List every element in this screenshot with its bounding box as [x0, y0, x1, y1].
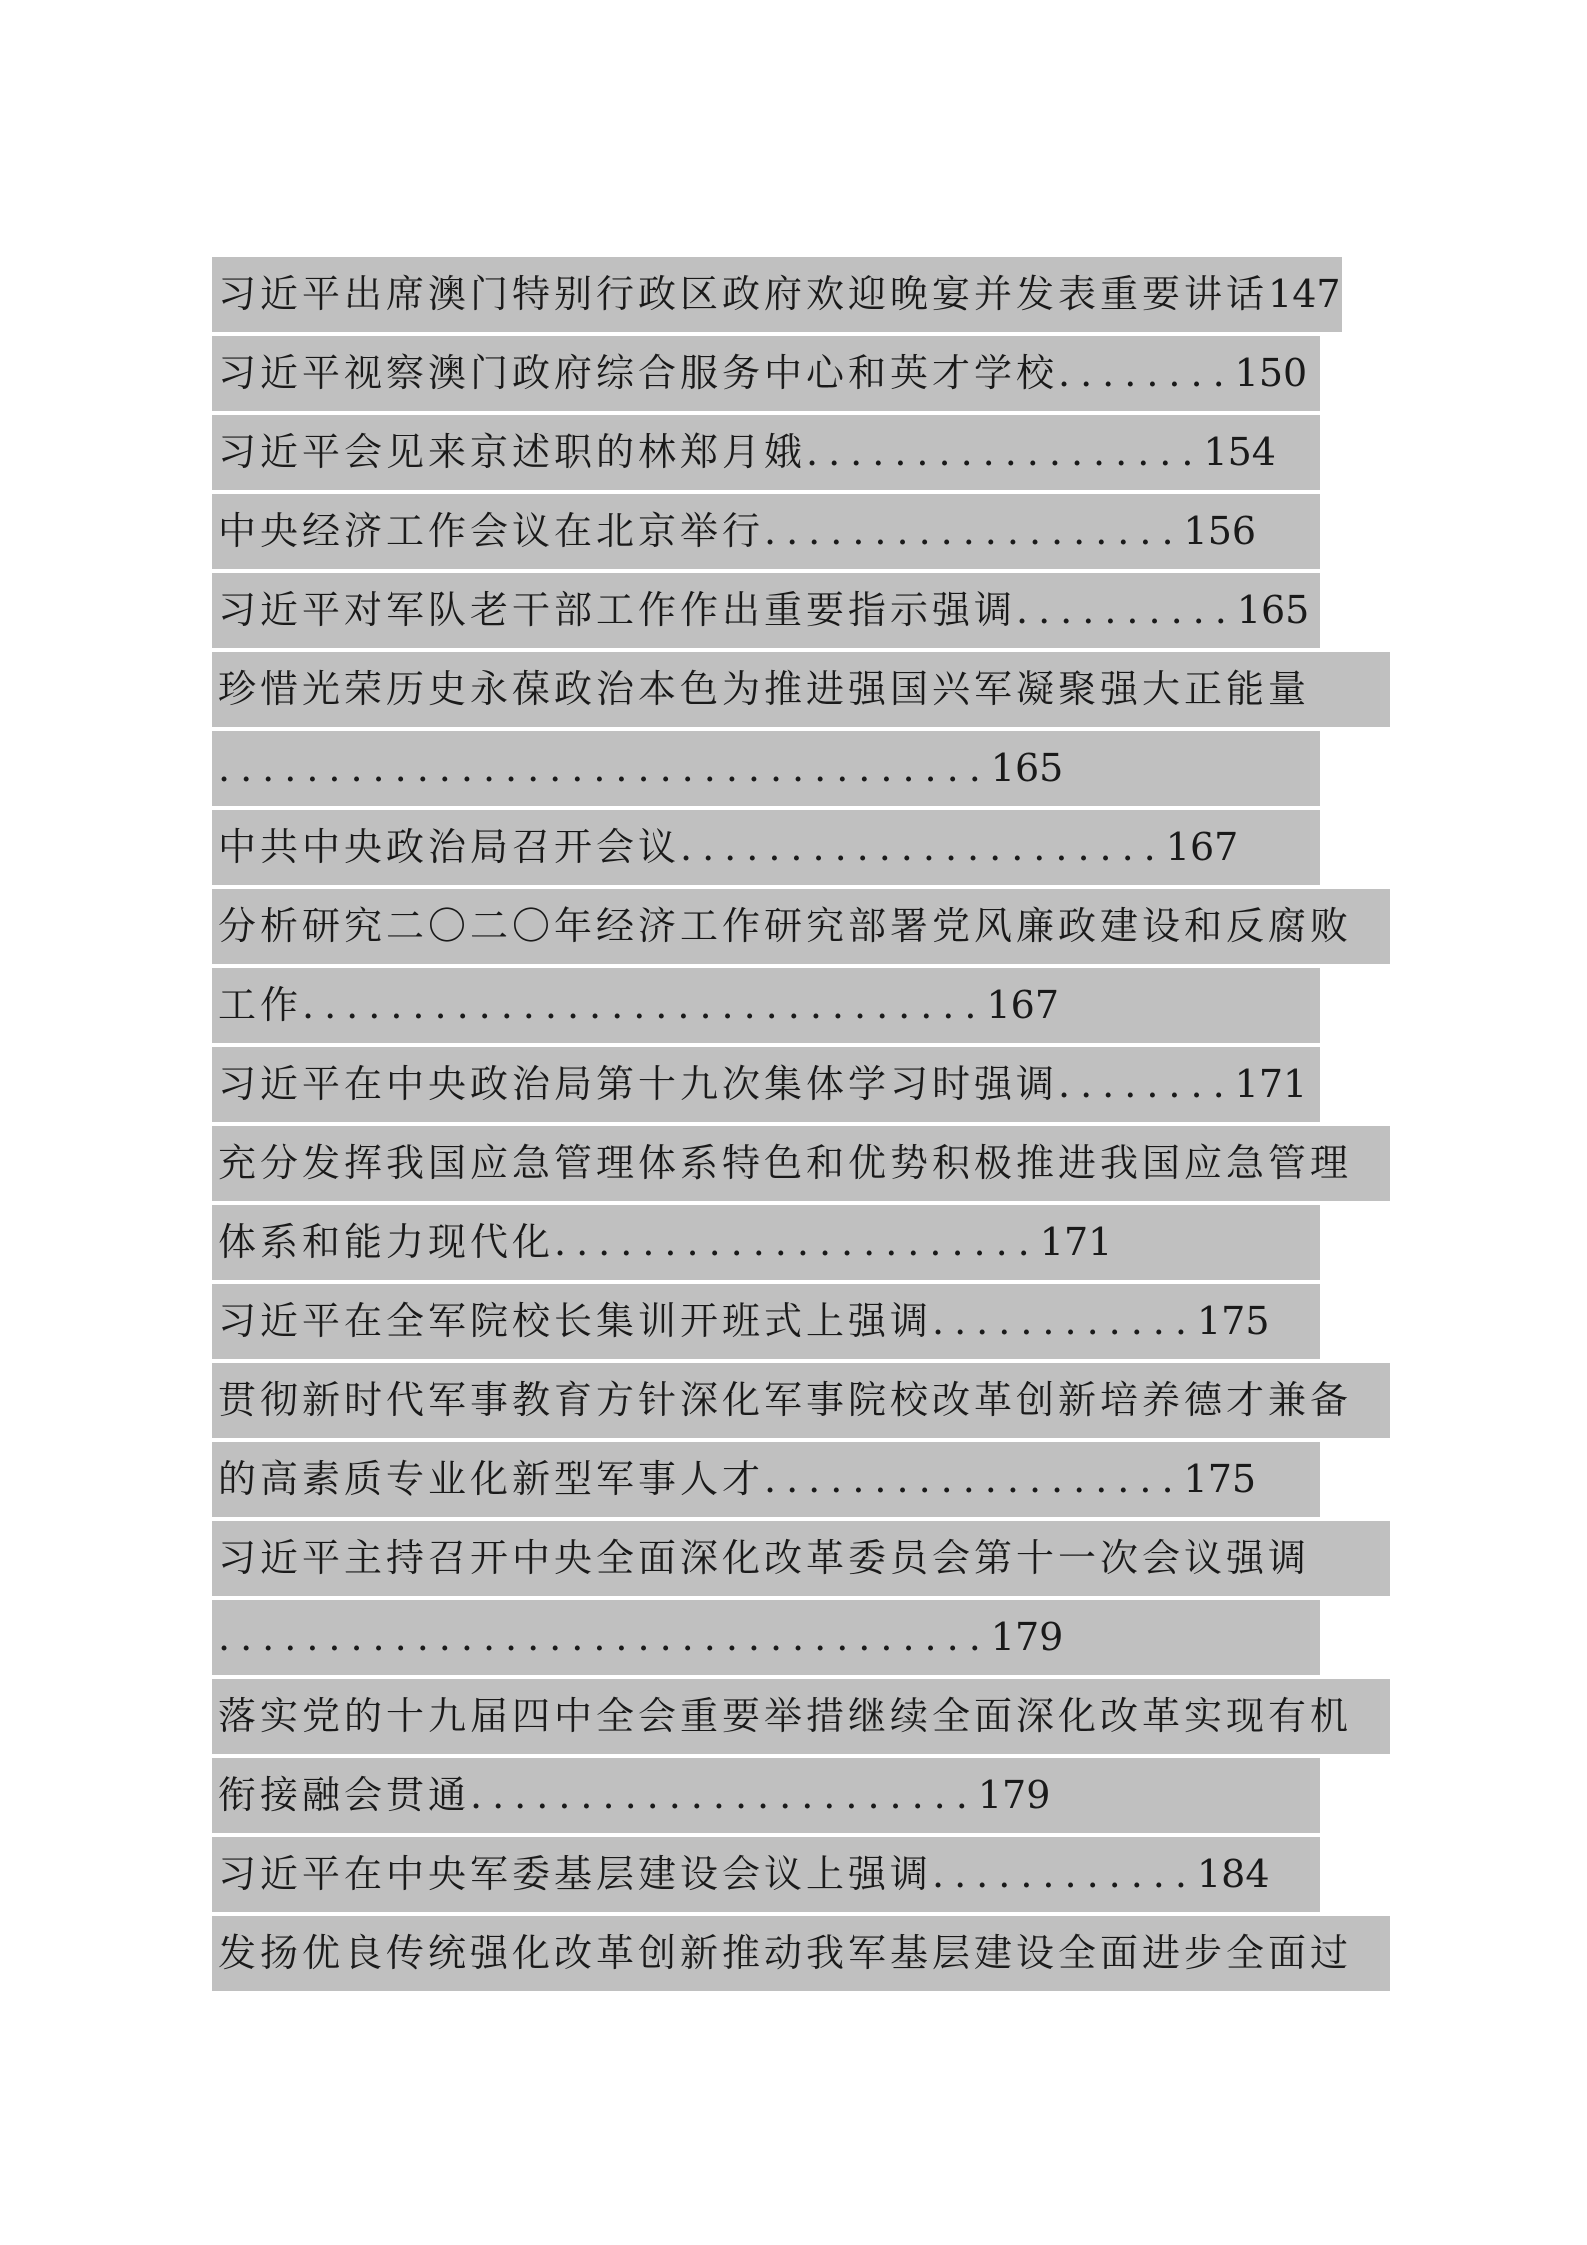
toc-page-number: 147 — [1268, 272, 1341, 316]
toc-title: 中央经济工作会议在北京举行 — [218, 509, 765, 553]
toc-highlight — [212, 1205, 1320, 1280]
toc-highlight — [212, 1047, 1320, 1122]
toc-title: 习近平对军队老干部工作作出重要指示强调 — [218, 588, 1017, 632]
toc-page-number: 167 — [1165, 825, 1239, 869]
toc-highlight — [212, 1521, 1390, 1596]
toc-title: 习近平视察澳门政府综合服务中心和英才学校 — [218, 351, 1059, 395]
toc-leader: ............ — [932, 1299, 1197, 1343]
toc-title: 充分发挥我国应急管理体系特色和优势积极推进我国应急管理 — [218, 1141, 1353, 1185]
toc-highlight — [212, 652, 1390, 727]
toc-title: 分析研究二〇二〇年经济工作研究部署党风廉政建设和反腐败 — [218, 904, 1353, 948]
toc-highlight — [212, 1600, 1320, 1675]
toc-leader: ................... — [764, 1457, 1184, 1501]
toc-leader: ...................... — [680, 825, 1166, 869]
toc-title: 工作 — [218, 983, 303, 1027]
toc-highlight — [212, 1837, 1320, 1912]
toc-title: 衔接融会贯通 — [218, 1773, 471, 1817]
toc-title: 落实党的十九届四中全会重要举措继续全面深化改革实现有机 — [218, 1694, 1353, 1738]
toc-title: 珍惜光荣历史永葆政治本色为推进强国兴军凝聚强大正能量 — [218, 667, 1311, 711]
toc-line[interactable] — [212, 336, 1402, 411]
toc-highlight — [212, 1126, 1390, 1201]
table-of-contents — [212, 257, 1402, 1995]
toc-leader: ................................... — [218, 1615, 991, 1659]
toc-leader: ........ — [1058, 1062, 1235, 1106]
toc-title: 发扬优良传统强化改革创新推动我军基层建设全面进步全面过 — [218, 1931, 1353, 1975]
toc-leader: ........ — [1058, 351, 1235, 395]
toc-highlight — [212, 810, 1320, 885]
toc-line[interactable] — [212, 652, 1402, 727]
toc-line[interactable] — [212, 1363, 1402, 1438]
toc-highlight — [212, 415, 1320, 490]
toc-highlight — [212, 257, 1342, 332]
toc-page-number: 184 — [1196, 1852, 1270, 1896]
toc-page-number: 167 — [986, 983, 1059, 1027]
toc-line[interactable] — [212, 1600, 1402, 1675]
toc-page-number: 150 — [1234, 351, 1308, 395]
toc-line[interactable] — [212, 1679, 1402, 1754]
toc-line[interactable] — [212, 1442, 1402, 1517]
toc-page-number: 175 — [1196, 1299, 1270, 1343]
toc-page-number: 165 — [990, 746, 1064, 790]
toc-highlight — [212, 968, 1320, 1043]
toc-line[interactable] — [212, 731, 1402, 806]
toc-line[interactable] — [212, 415, 1402, 490]
toc-leader: ............................... — [302, 983, 987, 1027]
toc-page-number: 165 — [1236, 588, 1310, 632]
toc-highlight — [212, 1758, 1320, 1833]
toc-page-number: 171 — [1039, 1220, 1113, 1264]
toc-line[interactable] — [212, 1205, 1402, 1280]
toc-title: 习近平在中央政治局第十九次集体学习时强调 — [218, 1062, 1059, 1106]
toc-line[interactable] — [212, 494, 1402, 569]
toc-title: 习近平会见来京述职的林郑月娥 — [218, 430, 807, 474]
toc-leader: .................. — [806, 430, 1204, 474]
toc-page-number: 156 — [1183, 509, 1257, 553]
toc-line[interactable] — [212, 968, 1402, 1043]
toc-line[interactable] — [212, 257, 1402, 332]
toc-leader: ...................... — [554, 1220, 1040, 1264]
toc-highlight — [212, 1284, 1320, 1359]
toc-line[interactable] — [212, 1837, 1402, 1912]
toc-highlight — [212, 1363, 1390, 1438]
toc-leader: .......... — [1016, 588, 1237, 632]
toc-line[interactable] — [212, 1916, 1402, 1991]
toc-title: 习近平出席澳门特别行政区政府欢迎晚宴并发表重要讲话 — [218, 272, 1269, 316]
toc-line[interactable] — [212, 1126, 1402, 1201]
toc-title: 中共中央政治局召开会议 — [218, 825, 681, 869]
toc-highlight — [212, 1442, 1320, 1517]
toc-highlight — [212, 573, 1320, 648]
toc-highlight — [212, 731, 1320, 806]
toc-leader: ................... — [764, 509, 1184, 553]
toc-line[interactable] — [212, 573, 1402, 648]
toc-title: 体系和能力现代化 — [218, 1220, 555, 1264]
toc-leader: ................................... — [218, 746, 991, 790]
toc-highlight — [212, 1679, 1390, 1754]
toc-line[interactable] — [212, 889, 1402, 964]
toc-page-number: 175 — [1183, 1457, 1257, 1501]
toc-line[interactable] — [212, 1758, 1402, 1833]
toc-title: 贯彻新时代军事教育方针深化军事院校改革创新培养德才兼备 — [218, 1378, 1353, 1422]
toc-line[interactable] — [212, 1047, 1402, 1122]
toc-title: 习近平主持召开中央全面深化改革委员会第十一次会议强调 — [218, 1536, 1311, 1580]
toc-page-number: 171 — [1234, 1062, 1308, 1106]
toc-page-number: 179 — [990, 1615, 1064, 1659]
toc-title: 习近平在中央军委基层建设会议上强调 — [218, 1852, 933, 1896]
toc-leader: ....................... — [470, 1773, 978, 1817]
toc-line[interactable] — [212, 1521, 1402, 1596]
toc-highlight — [212, 336, 1320, 411]
toc-page-number: 179 — [977, 1773, 1051, 1817]
toc-page-number: 154 — [1203, 430, 1276, 474]
toc-highlight — [212, 889, 1390, 964]
toc-line[interactable] — [212, 1284, 1402, 1359]
toc-title: 的高素质专业化新型军事人才 — [218, 1457, 765, 1501]
toc-line[interactable] — [212, 810, 1402, 885]
toc-title: 习近平在全军院校长集训开班式上强调 — [218, 1299, 933, 1343]
toc-leader: ............ — [932, 1852, 1197, 1896]
toc-highlight — [212, 494, 1320, 569]
toc-highlight — [212, 1916, 1390, 1991]
